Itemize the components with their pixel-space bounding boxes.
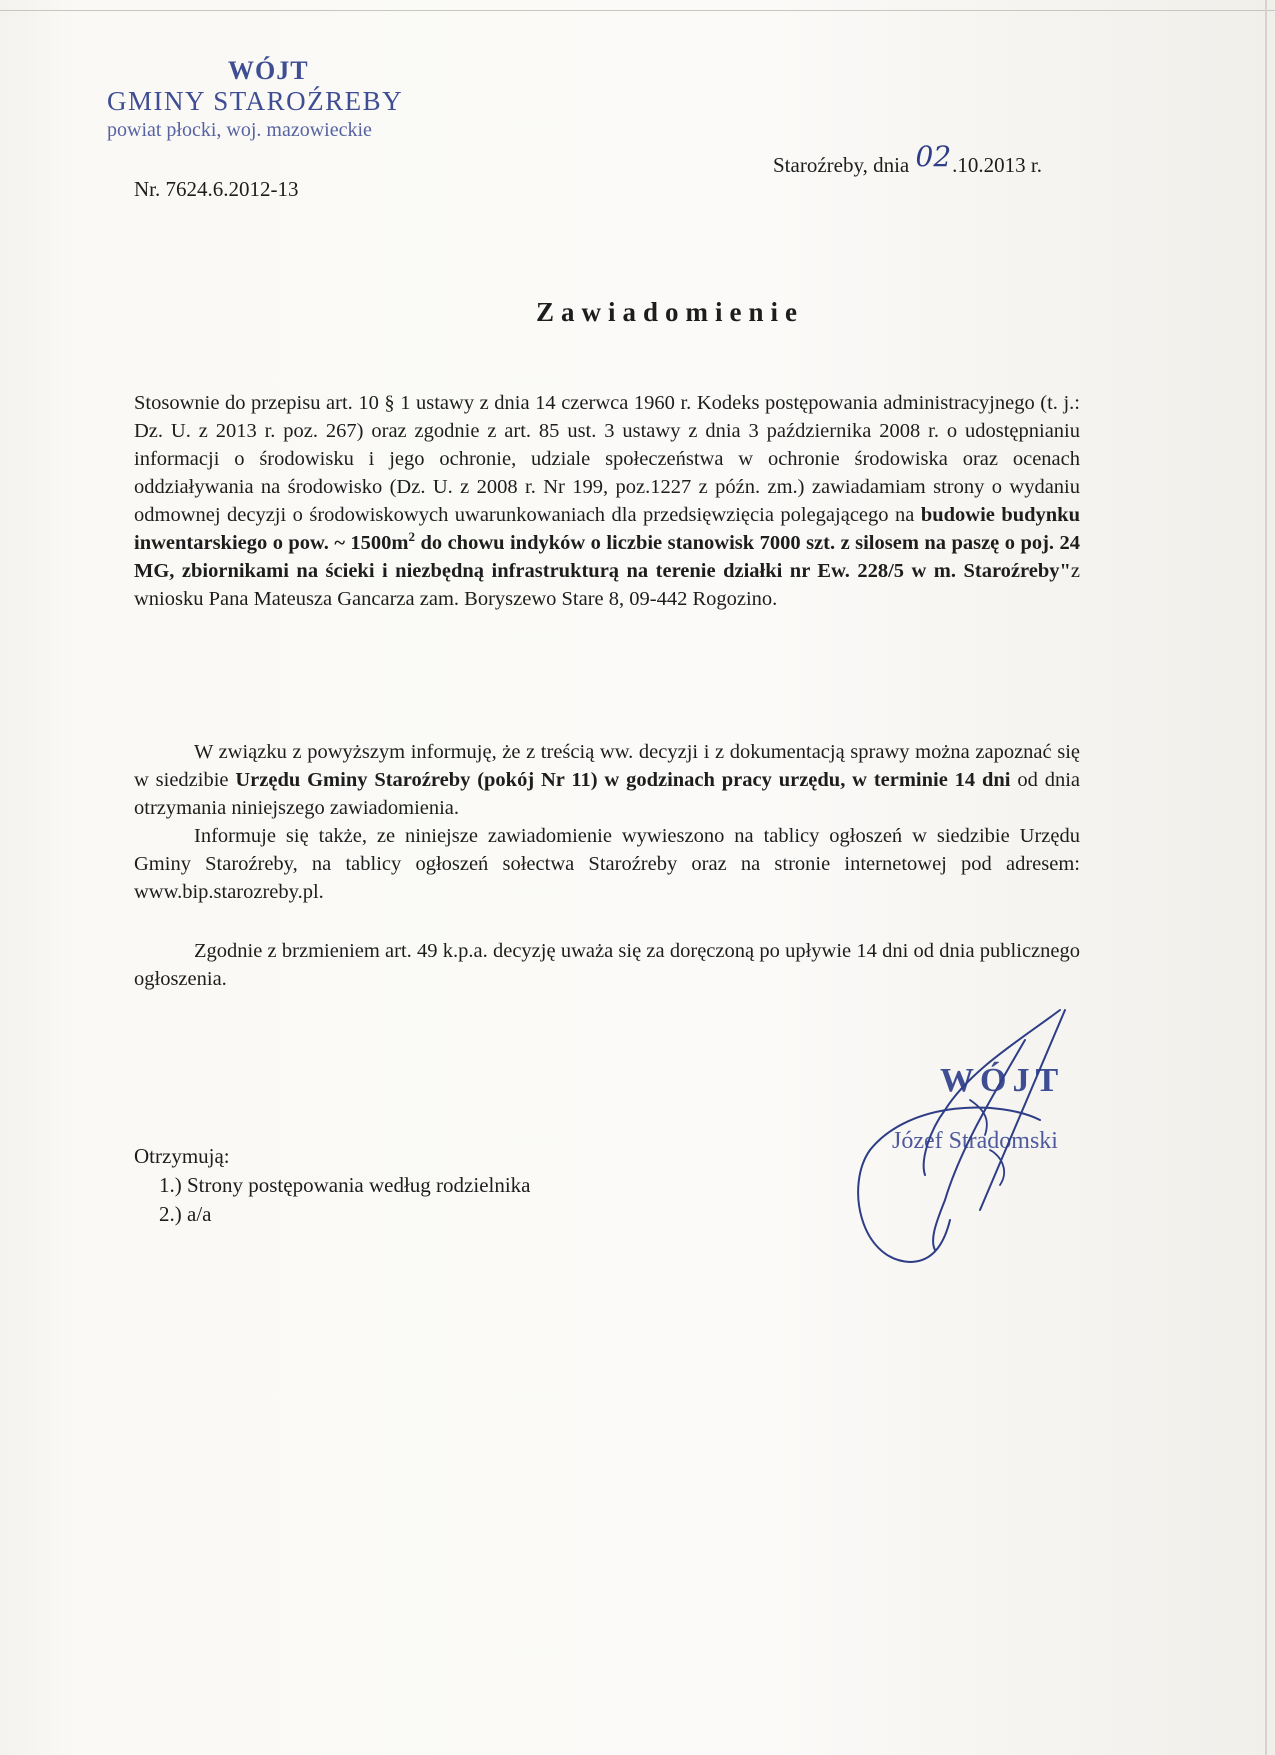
paragraph-posting-info: Informuje się także, ze niniejsze zawiadomienie wywieszono na tablicy ogłoszeń w siedzibie Urzędu Gminy Staroźreby, na tablicy ogłoszeń sołectwa Staroźreby oraz na stronie internetowej pod adresem: www.bip.starozreby.pl. <box>134 825 1080 903</box>
document-title-wrapper <box>0 297 1275 328</box>
place-date-prefix: Staroźreby, dnia <box>773 153 915 177</box>
recipient-item: 1.) Strony postępowania według rodzielnika <box>159 1173 531 1197</box>
handwritten-day: 02 <box>915 140 952 173</box>
paragraph-notice <box>134 389 1080 613</box>
paragraph2-text-a: W związku z powyższym informuję, że z treścią ww. decyzji i z dokumentacją sprawy można zapoznać się w siedzibie <box>134 741 1080 791</box>
recipients-heading: Otrzymują: <box>134 1144 230 1168</box>
scan-edge-right <box>1265 0 1267 1755</box>
document-title: Zawiadomienie <box>535 297 804 327</box>
recipients-section <box>134 1142 531 1229</box>
reference-number: Nr. 7624.6.2012-13 <box>134 177 299 201</box>
place-and-date <box>773 140 1042 179</box>
place-date-suffix: .10.2013 r. <box>952 153 1042 177</box>
paragraph2-text-b: od dnia otrzymania niniejszego zawiadomienia. <box>134 769 1080 819</box>
handwritten-signature <box>850 1000 1110 1270</box>
office-stamp-title: WÓJT <box>228 56 309 85</box>
paragraph2-bold: Urzędu Gminy Staroźreby (pokój Nr 11) w godzinach pracy urzędu, w terminie 14 dni <box>235 769 1011 791</box>
signature-stamp-title: WÓJT <box>940 1062 1065 1099</box>
recipients-list <box>134 1171 531 1229</box>
paragraph1-text-a: Stosownie do przepisu art. 10 § 1 ustawy z dnia 14 czerwca 1960 r. Kodeks postępowania administracyjnego (t. j.: Dz. U. z 2013 r. poz. 267) oraz zgodnie z art. 85 ust. 3 ustawy z dnia 3 października 2008 r. o udostępnianiu informacji o środowisku i jego ochronie, udziale społeczeństwa w ochronie środowiska oraz ocenach oddziaływania na środowisko (Dz. U. z 2008 r. Nr 199, poz.1227 z późn. zm.) zawiadamiam strony o wydaniu odmownej decyzji o środowiskowych uwarunkowaniach dla przedsięwzięcia polegającego na <box>134 392 1080 526</box>
paragraph-access-info <box>134 738 1080 822</box>
paragraph-delivery-rule: Zgodnie z brzmieniem art. 49 k.p.a. decyzję uważa się za doręczoną po upływie 14 dni od dnia publicznego ogłoszenia. <box>134 940 1080 990</box>
office-stamp-district: powiat płocki, woj. mazowieckie <box>107 119 372 141</box>
paragraph1-bold-b: do chowu indyków o liczbie stanowisk 7000 szt. z silosem na paszę o poj. 24 MG, zbiornikami na ścieki i niezbędną infrastrukturą na terenie działki nr Ew. 228/5 w m. Staroźreby" <box>134 532 1080 582</box>
paragraph1-superscript: 2 <box>408 529 416 545</box>
signature-stamp-name: Józef Stradomski <box>892 1128 1058 1154</box>
scan-edge <box>0 10 1275 11</box>
paragraph1-text-b: z wniosku Pana Mateusza Gancarza zam. Boryszewo Stare 8, 09-442 Rogozino. <box>134 560 1080 610</box>
recipient-item: 2.) a/a <box>159 1202 212 1226</box>
office-stamp-municipality: GMINY STAROŹREBY <box>107 86 404 116</box>
paragraph1-bold-a: budowie budynku inwentarskiego o pow. ~ 1500m <box>134 504 1080 554</box>
